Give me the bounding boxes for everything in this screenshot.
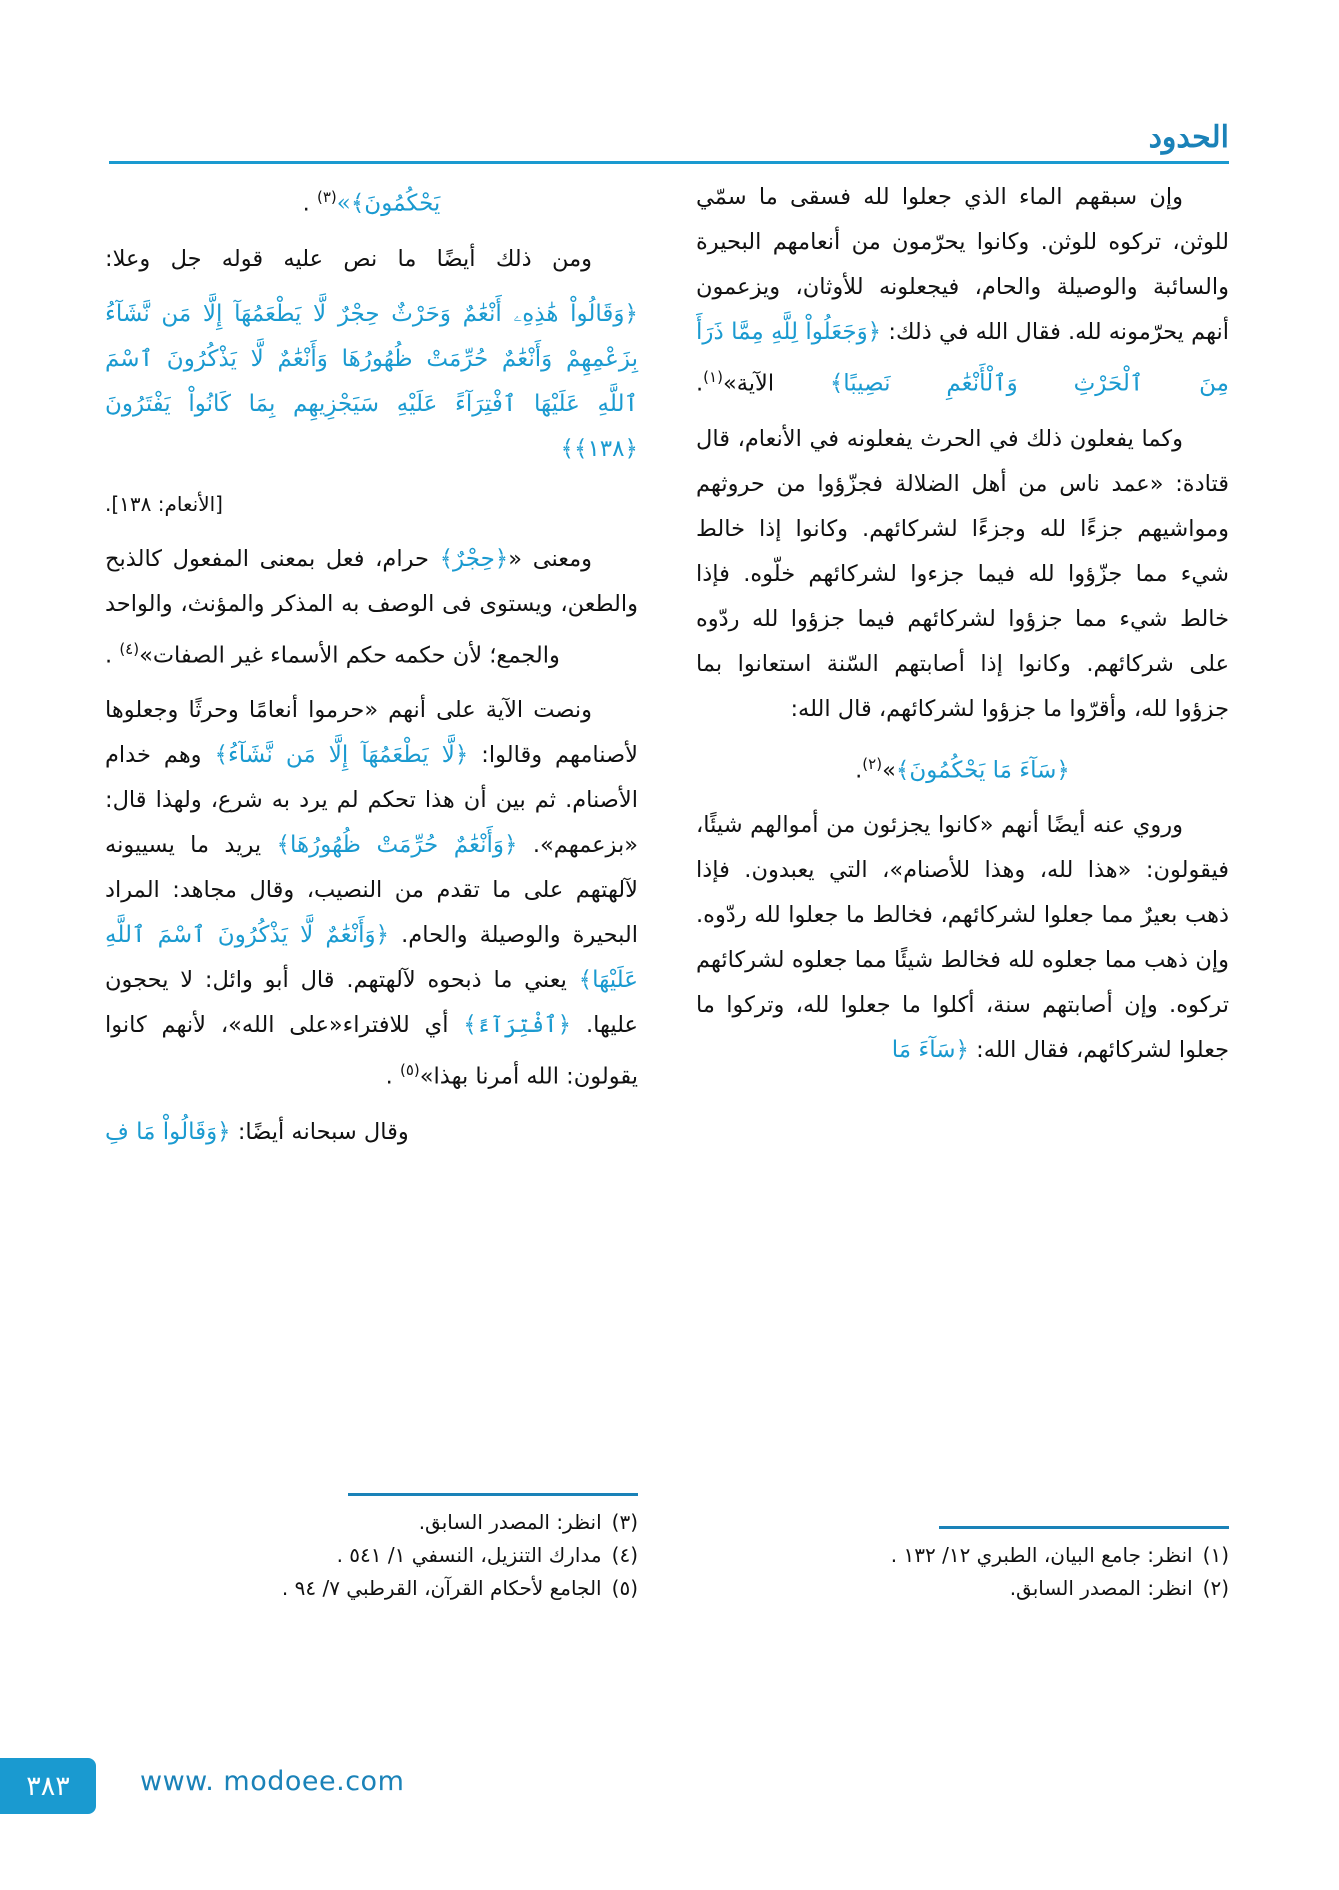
- quran-verse: ﴿ٱفْتِرَآءً﴾: [463, 1012, 572, 1038]
- chapter-title: الحدود: [1148, 120, 1229, 155]
- footnote-marker: (٥): [399, 1061, 420, 1079]
- footnote-number: (٢): [1202, 1576, 1229, 1600]
- page-header: [109, 120, 1229, 164]
- paragraph-text: وكما يفعلون ذلك في الحرث يفعلونه في الأنعام، قال قتادة: «عمد ناس من أهل الضلالة فجزّؤوا من حروثهم ومواشيهم جزءًا لله وجزءًا لشركائهم. وكانوا إذا خالط شيء مما جزّؤوا لله فيما جزءوا لشركائهم خلّوه. فإذا خالط شيء مما جزؤوا لشركائهم فيما جزؤوا لله ردّوه على شركائهم. وكانوا إذا أصابتهم السّنة استعانوا بما جزؤوا لله، وأقرّوا ما جزؤوا لشركائهم، قال الله:: [696, 425, 1229, 722]
- paragraph-tail: »: [882, 757, 896, 783]
- footnote-text: انظر: جامع البيان، الطبري ١٢/ ١٣٢ .: [890, 1543, 1193, 1567]
- paragraph-end: .: [385, 1063, 400, 1090]
- paragraph: [105, 237, 638, 282]
- footnote-divider: [348, 1493, 638, 1496]
- verse-reference: [105, 482, 638, 527]
- footnote-divider: [939, 1526, 1229, 1529]
- quran-verse: ﴿سَآءَ مَا: [891, 1037, 969, 1063]
- paragraph: [696, 803, 1229, 1073]
- footnote-marker: (٢): [862, 754, 883, 773]
- paragraph-text: وإن سبقهم الماء الذي جعلوا لله فسقى ما سمّي للوثن، تركوه للوثن. وكانوا يحرّمون من أنعامهم البحيرة والسائبة والوصيلة والحام، فيجعلونه للأوثان، ويزعمون أنهم يحرّمونه لله. فقال الله في ذلك:: [696, 184, 1229, 345]
- footnote-text: انظر: المصدر السابق.: [418, 1510, 602, 1534]
- paragraph-text: ومن ذلك أيضًا ما نص عليه قوله جل وعلا:: [105, 245, 592, 272]
- footnote-item: [696, 1539, 1229, 1572]
- paragraph-tail: وهم خدام الأصنام. ثم بين أن هذا تحكم لم يرد به شرع، ولهذا قال: «بزعمهم».: [105, 742, 638, 858]
- page-footer: [0, 1758, 1339, 1816]
- footnote-item: [696, 1572, 1229, 1605]
- paragraph-end: .: [855, 757, 863, 783]
- paragraph-text: وقال سبحانه أيضًا:: [230, 1118, 409, 1145]
- footnote-text: الجامع لأحكام القرآن، القرطبي ٧/ ٩٤ .: [281, 1576, 602, 1600]
- paragraph-tail: الآية»: [722, 370, 830, 397]
- paragraph-end: .: [302, 190, 317, 217]
- quran-verse: ﴿وَأَنْعَٰمٌ لَّا يَذْكُرُونَ ٱسْمَ ٱللَّهِ عَلَيْهَا﴾: [105, 922, 638, 993]
- paragraph: [696, 742, 1229, 794]
- footnote-number: (٣): [611, 1510, 638, 1534]
- quran-verse: ﴿سَآءَ مَا يَحْكُمُونَ﴾: [895, 757, 1070, 783]
- footnote-marker: (٣): [316, 188, 337, 206]
- page-number: ٣٨٣: [0, 1758, 96, 1814]
- site-url[interactable]: www. modoee.com: [140, 1766, 405, 1797]
- paragraph: [696, 175, 1229, 407]
- paragraph: [696, 417, 1229, 732]
- column-right: [696, 175, 1229, 1605]
- paragraph-end: .: [105, 642, 120, 668]
- footnote-marker: (٤): [119, 639, 140, 658]
- quran-verse: ﴿وَأَنْعَٰمٌ حُرِّمَتْ ظُهُورُهَا﴾: [276, 832, 518, 858]
- paragraph: [105, 292, 638, 472]
- quran-verse: ﴿وَقَالُواْ مَا فِ: [105, 1118, 231, 1145]
- footnote-text: انظر: المصدر السابق.: [1009, 1576, 1193, 1600]
- paragraph-text: حرام، فعل بمعنى المفعول كالذبح والطعن، ويستوى فى الوصف به المذكر والمؤنث، والواحد والجمع؛ لأن حكمه حكم الأسماء غير الصفات»: [105, 545, 638, 668]
- footnote-number: (٤): [611, 1543, 638, 1567]
- column-left: [105, 175, 638, 1605]
- paragraph-pre: ومعنى «: [508, 545, 593, 572]
- footnotes-right: [696, 1526, 1229, 1605]
- footnote-item: [105, 1506, 638, 1539]
- paragraph: [105, 537, 638, 679]
- footnote-number: (١): [1202, 1543, 1229, 1567]
- paragraph-text: ونصت الآية على أنهم «حرموا أنعامًا وحرثًا وجعلوها لأصنامهم وقالوا:: [105, 697, 638, 768]
- paragraph-tail: يريد ما يسييونه لآلهتهم على ما تقدم من النصيب، وقال مجاهد: المراد البحيرة والوصيلة والحام.: [105, 832, 638, 948]
- footnote-text: مدارك التنزيل، النسفي ١/ ٥٤١ .: [336, 1543, 602, 1567]
- verse-reference-text: [الأنعام: ١٣٨].: [105, 491, 223, 516]
- paragraph-text: وروي عنه أيضًا أنهم «كانوا يجزئون من أموالهم شيئًا، فيقولون: «هذا لله، وهذا للأصنام»، التي يعبدون. فإذا ذهب بعيرٌ مما جعلوا لشركائهم، فخالط ما جعلوا لله ردّوه. وإن ذهب مما جعلوه لله فخالط شيئًا مما جعلوه لشركائهم تركوه. وإن أصابتهم سنة، أكلوا ما جعلوا لله، وتركوا ما جعلوا لشركائهم، فقال الله:: [696, 812, 1229, 1063]
- paragraph: [105, 1110, 638, 1155]
- quran-verse: ﴿حِجْرٌ﴾: [439, 545, 509, 572]
- paragraph: [105, 688, 638, 1100]
- quran-verse: ﴿وَجَعَلُواْ لِلَّهِ مِمَّا ذَرَأَ مِنَ ٱلْحَرْثِ وَٱلْأَنْعَٰمِ نَصِيبًا﴾: [696, 319, 1229, 397]
- footnote-item: [105, 1572, 638, 1605]
- footnote-number: (٥): [611, 1576, 638, 1600]
- paragraph-end: .: [696, 370, 704, 397]
- paragraph: [105, 175, 638, 227]
- quran-verse: يَحْكُمُونَ﴾»: [336, 190, 441, 217]
- paragraph-tail: أي للافتراء«على الله»، لأنهم كانوا يقولون: الله أمرنا بهذا»: [105, 1012, 638, 1090]
- footnotes-left: [105, 1493, 638, 1605]
- paragraph-tail: يعني ما ذبحوه لآلهتهم. قال أبو وائل: لا يحجون عليها.: [105, 967, 638, 1038]
- quran-verse: ﴿لَّا يَطْعَمُهَآ إِلَّا مَن نَّشَآءُ﴾: [214, 742, 469, 768]
- text-columns: [104, 175, 1229, 1605]
- footnote-marker: (١): [703, 368, 723, 386]
- quran-verse: ﴿وَقَالُواْ هَٰذِهِۦ أَنْعَٰمٌ وَحَرْثٌ حِجْرٌ لَّا يَطْعَمُهَآ إِلَّا مَن نَّشَآءُ بِزَعْمِهِمْ وَأَنْعَٰمٌ حُرِّمَتْ ظُهُورُهَا وَأَنْعَٰمٌ لَّا يَذْكُرُونَ ٱسْمَ ٱللَّهِ عَلَيْهَا ٱفْتِرَآءً عَلَيْهِ سَيَجْزِيهِم بِمَا كَانُواْ يَفْتَرُونَ ﴿١٣٨﴾﴾: [105, 300, 638, 462]
- footnote-item: [105, 1539, 638, 1572]
